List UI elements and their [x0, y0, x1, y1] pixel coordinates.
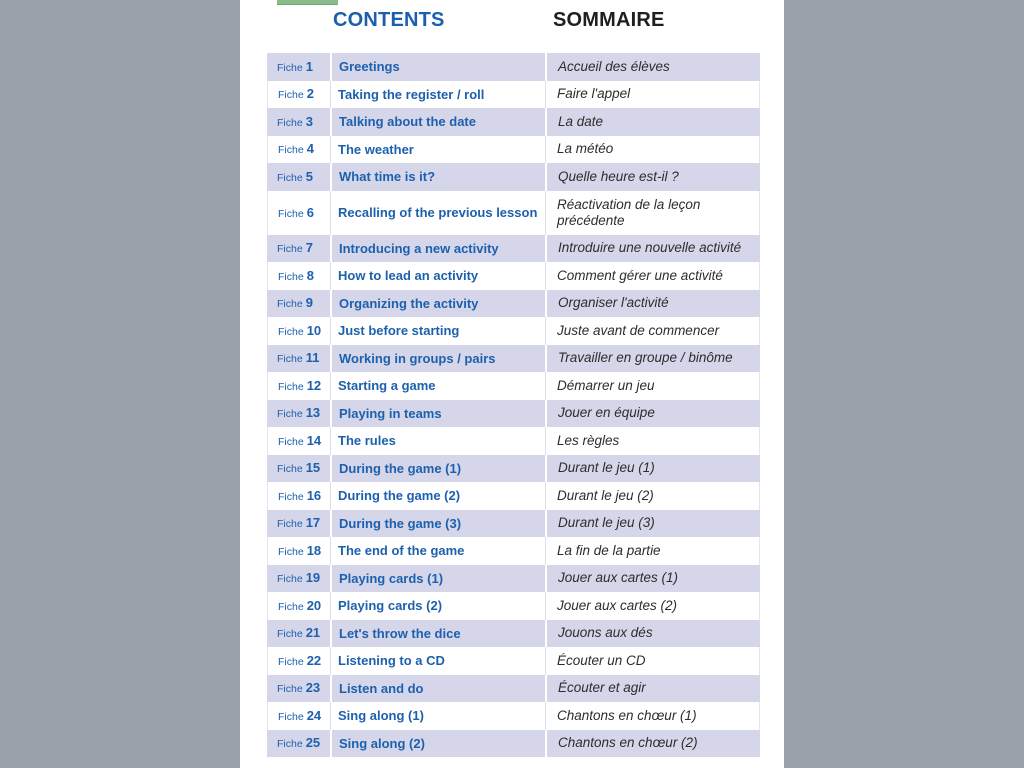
fiche-number: 20: [306, 597, 322, 613]
fiche-number: 18: [306, 542, 322, 558]
title-en: Playing cards (1): [330, 565, 545, 593]
fiche-cell: [267, 400, 330, 428]
fiche-line: [278, 707, 321, 725]
fiche-cell: [267, 647, 330, 675]
title-en: What time is it?: [330, 163, 545, 191]
fiche-word: Fiche: [278, 207, 304, 220]
page-header: [240, 9, 784, 33]
title-en: The weather: [330, 136, 545, 164]
fiche-line: [277, 113, 313, 131]
table-row: [267, 537, 760, 565]
fiche-line: [277, 569, 320, 587]
fiche-word: Fiche: [277, 463, 303, 476]
fiche-cell: [267, 262, 330, 290]
fiche-cell: [267, 482, 330, 510]
fiche-line: [277, 459, 320, 477]
fiche-cell: [267, 53, 330, 81]
fiche-cell: [267, 455, 330, 483]
fiche-word: Fiche: [278, 89, 304, 102]
fiche-word: Fiche: [277, 353, 303, 366]
fiche-line: [277, 734, 320, 752]
title-fr: Organiser l'activité: [545, 290, 760, 318]
title-fr: Durant le jeu (2): [545, 482, 760, 510]
fiche-number: 13: [305, 405, 321, 421]
fiche-cell: [267, 81, 330, 109]
title-fr: Jouer aux cartes (2): [545, 592, 760, 620]
fiche-cell: [267, 191, 330, 235]
title-en: Sing along (1): [330, 702, 545, 730]
fiche-line: [277, 294, 313, 312]
title-en: During the game (2): [330, 482, 545, 510]
title-en: During the game (1): [330, 455, 545, 483]
fiche-word: Fiche: [277, 573, 303, 586]
title-fr: Démarrer un jeu: [545, 372, 760, 400]
table-row: [267, 81, 760, 109]
table-row: [267, 647, 760, 675]
table-row: [267, 262, 760, 290]
fiche-line: [277, 404, 320, 422]
title-en: Playing cards (2): [330, 592, 545, 620]
fiche-cell: [267, 290, 330, 318]
partial-logo-strip: [277, 0, 338, 5]
title-fr: Écouter un CD: [545, 647, 760, 675]
table-row: [267, 592, 760, 620]
table-row: [267, 702, 760, 730]
title-fr: Juste avant de commencer: [545, 317, 760, 345]
fiche-line: [278, 322, 321, 340]
title-en: Organizing the activity: [330, 290, 545, 318]
title-en: Starting a game: [330, 372, 545, 400]
sommaire-heading: SOMMAIRE: [553, 9, 665, 31]
fiche-line: [277, 239, 313, 257]
title-fr: Chantons en chœur (2): [545, 730, 760, 758]
title-fr: Les règles: [545, 427, 760, 455]
title-en: Recalling of the previous lesson: [330, 191, 545, 235]
table-row: [267, 620, 760, 648]
table-row: [267, 730, 760, 758]
fiche-cell: [267, 235, 330, 263]
table-row: [267, 317, 760, 345]
fiche-word: Fiche: [277, 116, 303, 129]
title-fr: Jouer en équipe: [545, 400, 760, 428]
fiche-number: 4: [306, 141, 314, 157]
title-fr: La météo: [545, 136, 760, 164]
title-en: Sing along (2): [330, 730, 545, 758]
table-row: [267, 163, 760, 191]
table-row: [267, 235, 760, 263]
fiche-number: 14: [306, 432, 322, 448]
table-row: [267, 191, 760, 235]
fiche-word: Fiche: [278, 545, 304, 558]
fiche-number: 5: [305, 168, 313, 184]
table-row: [267, 510, 760, 538]
fiche-line: [278, 267, 314, 285]
fiche-number: 9: [305, 295, 313, 311]
fiche-word: Fiche: [277, 408, 303, 421]
fiche-cell: [267, 620, 330, 648]
fiche-number: 7: [305, 240, 313, 256]
table-row: [267, 427, 760, 455]
fiche-cell: [267, 372, 330, 400]
title-fr: Écouter et agir: [545, 675, 760, 703]
fiche-number: 21: [305, 625, 321, 641]
title-fr: Jouons aux dés: [545, 620, 760, 648]
fiche-word: Fiche: [278, 435, 304, 448]
fiche-cell: [267, 427, 330, 455]
fiche-line: [277, 679, 320, 697]
fiche-cell: [267, 537, 330, 565]
fiche-cell: [267, 163, 330, 191]
fiche-word: Fiche: [277, 298, 303, 311]
title-fr: Comment gérer une activité: [545, 262, 760, 290]
table-row: [267, 482, 760, 510]
fiche-line: [278, 140, 314, 158]
title-fr: Durant le jeu (1): [545, 455, 760, 483]
fiche-cell: [267, 317, 330, 345]
fiche-number: 15: [305, 460, 321, 476]
fiche-word: Fiche: [277, 518, 303, 531]
fiche-number: 3: [305, 113, 313, 129]
title-fr: Travailler en groupe / binôme: [545, 345, 760, 373]
fiche-cell: [267, 108, 330, 136]
title-fr: Jouer aux cartes (1): [545, 565, 760, 593]
fiche-number: 25: [305, 735, 321, 751]
fiche-word: Fiche: [277, 61, 303, 74]
fiche-word: Fiche: [278, 380, 304, 393]
fiche-number: 8: [306, 267, 314, 283]
title-fr: La fin de la partie: [545, 537, 760, 565]
fiche-word: Fiche: [278, 655, 304, 668]
fiche-line: [278, 432, 321, 450]
fiche-word: Fiche: [277, 171, 303, 184]
fiche-number: 10: [306, 322, 322, 338]
fiche-line: [278, 597, 321, 615]
title-en: Listening to a CD: [330, 647, 545, 675]
fiche-number: 17: [305, 515, 321, 531]
title-en: During the game (3): [330, 510, 545, 538]
table-row: [267, 108, 760, 136]
title-en: Working in groups / pairs: [330, 345, 545, 373]
title-fr: Introduire une nouvelle activité: [545, 235, 760, 263]
fiche-cell: [267, 510, 330, 538]
fiche-line: [278, 204, 314, 222]
table-row: [267, 136, 760, 164]
fiche-word: Fiche: [278, 144, 304, 157]
fiche-number: 22: [306, 652, 322, 668]
contents-table: [267, 53, 760, 757]
title-fr: Quelle heure est-il ?: [545, 163, 760, 191]
fiche-word: Fiche: [278, 325, 304, 338]
fiche-number: 6: [306, 204, 314, 220]
table-row: [267, 290, 760, 318]
title-en: How to lead an activity: [330, 262, 545, 290]
fiche-word: Fiche: [278, 490, 304, 503]
title-en: Talking about the date: [330, 108, 545, 136]
title-fr: Réactivation de la leçon précédente: [545, 191, 760, 235]
document-page: [240, 0, 784, 768]
fiche-number: 16: [306, 487, 322, 503]
title-en: Greetings: [330, 53, 545, 81]
fiche-line: [278, 487, 321, 505]
fiche-word: Fiche: [277, 243, 303, 256]
fiche-word: Fiche: [278, 710, 304, 723]
fiche-cell: [267, 136, 330, 164]
fiche-line: [278, 377, 321, 395]
fiche-cell: [267, 675, 330, 703]
fiche-cell: [267, 565, 330, 593]
title-en: Let's throw the dice: [330, 620, 545, 648]
fiche-cell: [267, 592, 330, 620]
fiche-word: Fiche: [278, 270, 304, 283]
fiche-line: [277, 349, 319, 367]
fiche-number: 24: [306, 707, 322, 723]
fiche-line: [277, 168, 313, 186]
title-fr: La date: [545, 108, 760, 136]
fiche-word: Fiche: [278, 600, 304, 613]
title-fr: Accueil des élèves: [545, 53, 760, 81]
title-fr: Chantons en chœur (1): [545, 702, 760, 730]
fiche-line: [278, 85, 314, 103]
fiche-line: [277, 58, 313, 76]
title-fr: Faire l'appel: [545, 81, 760, 109]
title-en: Playing in teams: [330, 400, 545, 428]
fiche-cell: [267, 702, 330, 730]
fiche-word: Fiche: [277, 628, 303, 641]
title-en: Introducing a new activity: [330, 235, 545, 263]
fiche-number: 12: [306, 377, 322, 393]
table-row: [267, 455, 760, 483]
title-en: Listen and do: [330, 675, 545, 703]
title-en: The rules: [330, 427, 545, 455]
fiche-line: [277, 624, 320, 642]
title-en: Just before starting: [330, 317, 545, 345]
fiche-number: 19: [305, 570, 321, 586]
table-row: [267, 400, 760, 428]
fiche-number: 1: [305, 58, 313, 74]
fiche-line: [277, 514, 320, 532]
fiche-line: [278, 652, 321, 670]
table-row: [267, 372, 760, 400]
fiche-cell: [267, 730, 330, 758]
fiche-number: 23: [305, 680, 321, 696]
table-row: [267, 565, 760, 593]
table-row: [267, 53, 760, 81]
fiche-number: 2: [306, 86, 314, 102]
fiche-word: Fiche: [277, 738, 303, 751]
fiche-cell: [267, 345, 330, 373]
title-en: Taking the register / roll: [330, 81, 545, 109]
fiche-line: [278, 542, 321, 560]
fiche-number: 11: [305, 350, 320, 366]
title-en: The end of the game: [330, 537, 545, 565]
fiche-word: Fiche: [277, 683, 303, 696]
contents-heading: CONTENTS: [333, 9, 445, 31]
table-row: [267, 675, 760, 703]
table-row: [267, 345, 760, 373]
title-fr: Durant le jeu (3): [545, 510, 760, 538]
